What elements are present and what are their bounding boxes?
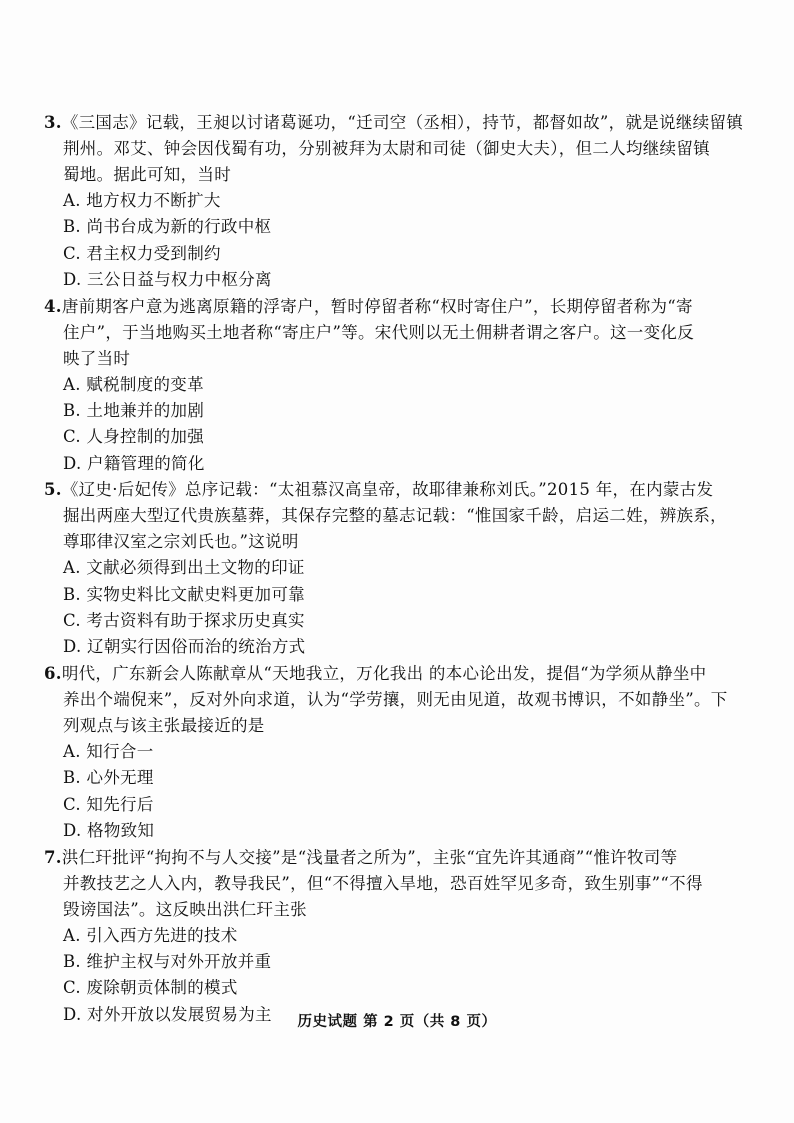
answer-option: B. 尚书台成为新的行政中枢 [63,217,272,237]
answer-option: D. 户籍管理的简化 [63,453,205,473]
answer-option: A. 引入西方先进的技术 [63,925,238,945]
answer-option: C. 君主权力受到制约 [63,243,221,263]
answer-option: A. 赋税制度的变革 [63,374,204,394]
question-stem [44,845,754,923]
answer-option: A. 地方权力不断扩大 [63,191,221,210]
answer-options [44,739,754,845]
answer-option: B. 土地兼并的加剧 [63,401,205,421]
answer-option: B. 实物史料比文献史料更加可靠 [63,584,305,604]
answer-option: D. 三公日益与权力中枢分离 [63,270,272,290]
question-stem-line: 映了当时 [63,348,131,368]
question-stem-first-line [44,294,754,320]
answer-option: C. 人身控制的加强 [63,427,205,447]
question-number: 5. [44,480,62,500]
question-stem [44,294,754,372]
question-stem [44,661,754,739]
answer-option: B. 维护主权与对外开放并重 [63,951,272,971]
question-6 [44,661,754,845]
question-stem-line: 尊耶律汉室之宗刘氏也。”这说明 [63,532,299,552]
question-stem-first-line [44,477,754,503]
answer-options [44,555,754,661]
question-stem-line: 毁谤国法”。这反映出洪仁玕主张 [63,899,307,919]
question-number: 3. [44,113,62,132]
question-stem-line: 列观点与该主张最接近的是 [63,715,265,735]
question-stem-first-line [44,845,754,871]
answer-option: D. 辽朝实行因俗而治的统治方式 [63,637,306,657]
question-stem-line: 蜀地。据此可知，当时 [63,165,231,184]
question-stem-line: 掘出两座大型辽代贵族墓葬，其保存完整的墓志记载：“惟国家千龄，启运二姓，辨族系， [63,506,727,526]
question-5 [44,477,754,661]
question-list [44,110,754,1028]
question-stem-first-line [44,661,754,687]
answer-option: C. 考古资料有助于探求历史真实 [63,611,305,631]
question-stem [44,477,754,555]
page-footer: 历史试题 第 2 页（共 8 页） [297,1014,497,1030]
answer-option: A. 知行合一 [63,741,154,761]
question-stem-line: 明代，广东新会人陈献章从“天地我立，万化我出 的本心论出发，提倡“为学须从静坐中 [61,663,707,683]
question-7 [44,845,754,1029]
question-4 [44,294,754,478]
answer-option: B. 心外无理 [63,768,154,788]
question-stem-first-line [44,110,754,136]
question-number: 4. [44,296,62,316]
question-stem-line: 《辽史·后妃传》总序记载：“太祖慕汉高皇帝，故耶律兼称刘氏。”2015 年，在内蒙古发 [61,480,714,500]
question-stem-line: 唐前期客户意为逃离原籍的浮寄户，暂时停留者称“权时寄住户”，长期停留者称为“寄 [61,296,693,316]
question-stem-line: 养出个端倪来”，反对外向求道，认为“学劳攘，则无由见道，故观书博识，不如静坐”。下 [63,689,728,709]
question-stem-line: 住户”，于当地购买土地者称“寄庄户”等。宋代则以无土佣耕者谓之客户。这一变化反 [63,322,695,342]
answer-options [44,372,754,478]
question-number: 7. [44,847,62,867]
question-stem-line: 《三国志》记载，王昶以讨诸葛诞功，“迁司空（丞相），持节，都督如故”，就是说继续留镇 [61,113,744,132]
answer-option: D. 格物致知 [63,821,155,841]
answer-option: D. 对外开放以发展贸易为主 [63,1004,272,1024]
question-number: 6. [44,663,62,683]
question-3 [44,110,754,294]
answer-option: C. 废除朝贡体制的模式 [63,978,238,998]
question-stem-line: 荆州。邓艾、钟会因伐蜀有功，分别被拜为太尉和司徒（御史大夫），但二人均继续留镇 [63,139,710,158]
answer-option: A. 文献必须得到出土文物的印证 [63,558,305,578]
question-stem-line: 并教技艺之人入内，教导我民”，但“不得擅入旱地，恐百姓罕见多奇，致生别事”“不得 [63,873,703,893]
answer-options [44,188,754,294]
question-stem [44,110,754,188]
answer-option: C. 知先行后 [63,794,154,814]
question-stem-line: 洪仁玕批评“拘拘不与人交接”是“浅量者之所为”，主张“宜先许其通商”“惟许牧司等 [61,847,678,867]
